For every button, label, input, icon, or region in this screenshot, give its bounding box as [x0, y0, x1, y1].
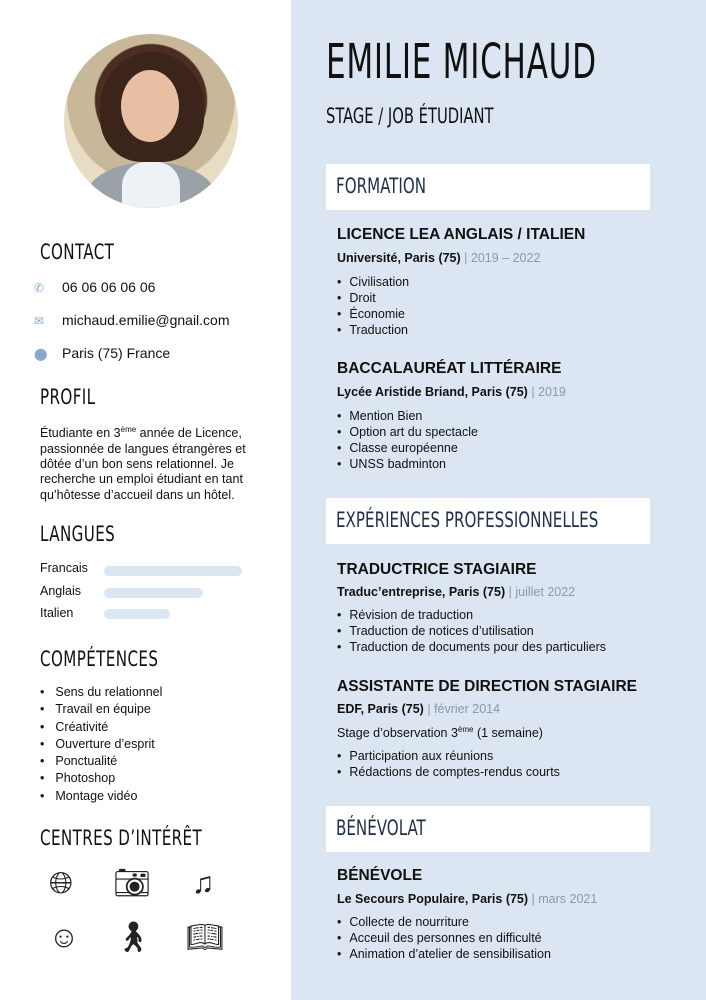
email-text: michaud.emilie@gnail.com: [62, 312, 230, 328]
langue-bar: [104, 609, 170, 619]
entry-title: LICENCE LEA ANGLAIS / ITALIEN: [337, 226, 586, 243]
entry-subtitle: Traduc’entreprise, Paris (75) | juillet 2022: [337, 585, 576, 599]
profil-heading: PROFIL: [40, 385, 96, 409]
subtitle: STAGE / JOB ÉTUDIANT: [326, 104, 494, 128]
full-name: EMILIE MICHAUD: [326, 34, 597, 90]
benevolat-section-header: [326, 806, 650, 852]
camera-icon: 📷︎: [113, 867, 152, 900]
entry-title: BÉNÉVOLE: [337, 867, 423, 884]
hiking-icon: 🚶︎: [114, 921, 153, 954]
contact-heading: CONTACT: [40, 240, 115, 264]
entry-bullets: [337, 748, 560, 780]
list-item: • Ponctualité: [40, 753, 162, 770]
phone-text: 06 06 06 06 06: [62, 279, 156, 295]
experiences-section-header: [326, 498, 650, 544]
entry-bullets: [337, 408, 478, 472]
list-item: • UNSS badminton: [337, 456, 478, 472]
book-icon: 📖︎: [186, 921, 225, 954]
list-item: • Animation d’atelier de sensibilisation: [337, 946, 551, 962]
list-item: • Option art du spectacle: [337, 424, 478, 440]
entry-note: Stage d’observation 3ème (1 semaine): [337, 725, 543, 741]
langue-bar: [104, 566, 242, 576]
langue-label: Italien: [40, 606, 74, 620]
list-item: • Mention Bien: [337, 408, 478, 424]
entry-subtitle: Le Secours Populaire, Paris (75) | mars 2021: [337, 892, 598, 906]
list-item: • Photoshop: [40, 770, 162, 787]
contact-location: [34, 345, 170, 361]
list-item: • Ouverture d’esprit: [40, 736, 162, 753]
entry-bullets: [337, 914, 551, 962]
contact-email: [34, 312, 230, 328]
interets-heading: CENTRES D’INTÉRÊT: [40, 826, 203, 850]
list-item: • Collecte de nourriture: [337, 914, 551, 930]
section-title: EXPÉRIENCES PROFESSIONNELLES: [336, 508, 599, 532]
list-item: • Participation aux réunions: [337, 748, 560, 764]
list-item: • Acceuil des personnes en difficulté: [337, 930, 551, 946]
list-item: • Créativité: [40, 719, 162, 736]
list-item: • Classe européenne: [337, 440, 478, 456]
location-pin-icon: ⬤: [34, 347, 48, 361]
theater-masks-icon: ☺: [48, 921, 80, 954]
formation-section-header: [326, 164, 650, 210]
section-title: FORMATION: [336, 174, 427, 198]
list-item: • Civilisation: [337, 274, 409, 290]
location-text: Paris (75) France: [62, 345, 171, 361]
langues-heading: LANGUES: [40, 522, 116, 546]
entry-subtitle: EDF, Paris (75) | février 2014: [337, 702, 501, 716]
entry-title: ASSISTANTE DE DIRECTION STAGIAIRE: [337, 678, 637, 695]
entry-bullets: [337, 274, 409, 338]
contact-phone: [34, 279, 155, 295]
music-headphones-icon: ♫: [191, 867, 215, 900]
langue-label: Francais: [40, 561, 88, 575]
list-item: • Montage vidéo: [40, 788, 162, 805]
entry-bullets: [337, 607, 606, 655]
entry-title: BACCALAURÉAT LITTÉRAIRE: [337, 360, 562, 377]
list-item: • Traduction de notices d’utilisation: [337, 623, 606, 639]
globe-icon: 🌐︎: [49, 867, 73, 900]
profil-text: Étudiante en 3ème année de Licence, passionnée de langues étrangères et dôtée d’un bon sens relationnel. Je recherche un emploi étudiant en tant qu’hôtesse d’accueil dans un hôtel.: [40, 425, 246, 502]
list-item: • Rédactions de comptes-rendus courts: [337, 764, 560, 780]
list-item: • Traduction: [337, 322, 409, 338]
section-title: BÉNÉVOLAT: [336, 816, 426, 840]
entry-subtitle: Université, Paris (75) | 2019 – 2022: [337, 251, 541, 265]
list-item: • Révision de traduction: [337, 607, 606, 623]
list-item: • Traduction de documents pour des particuliers: [337, 639, 606, 655]
phone-icon: ✆: [34, 281, 45, 295]
list-item: • Droit: [337, 290, 409, 306]
list-item: • Économie: [337, 306, 409, 322]
entry-subtitle: Lycée Aristide Briand, Paris (75) | 2019: [337, 385, 566, 399]
profile-photo: [64, 34, 238, 208]
competences-list: [40, 684, 162, 805]
list-item: • Sens du relationnel: [40, 684, 162, 701]
list-item: • Travail en équipe: [40, 701, 162, 718]
entry-title: TRADUCTRICE STAGIAIRE: [337, 561, 537, 578]
competences-heading: COMPÉTENCES: [40, 647, 159, 671]
langue-bar: [104, 588, 203, 598]
langue-label: Anglais: [40, 584, 81, 598]
mail-icon: ✉: [34, 314, 45, 328]
